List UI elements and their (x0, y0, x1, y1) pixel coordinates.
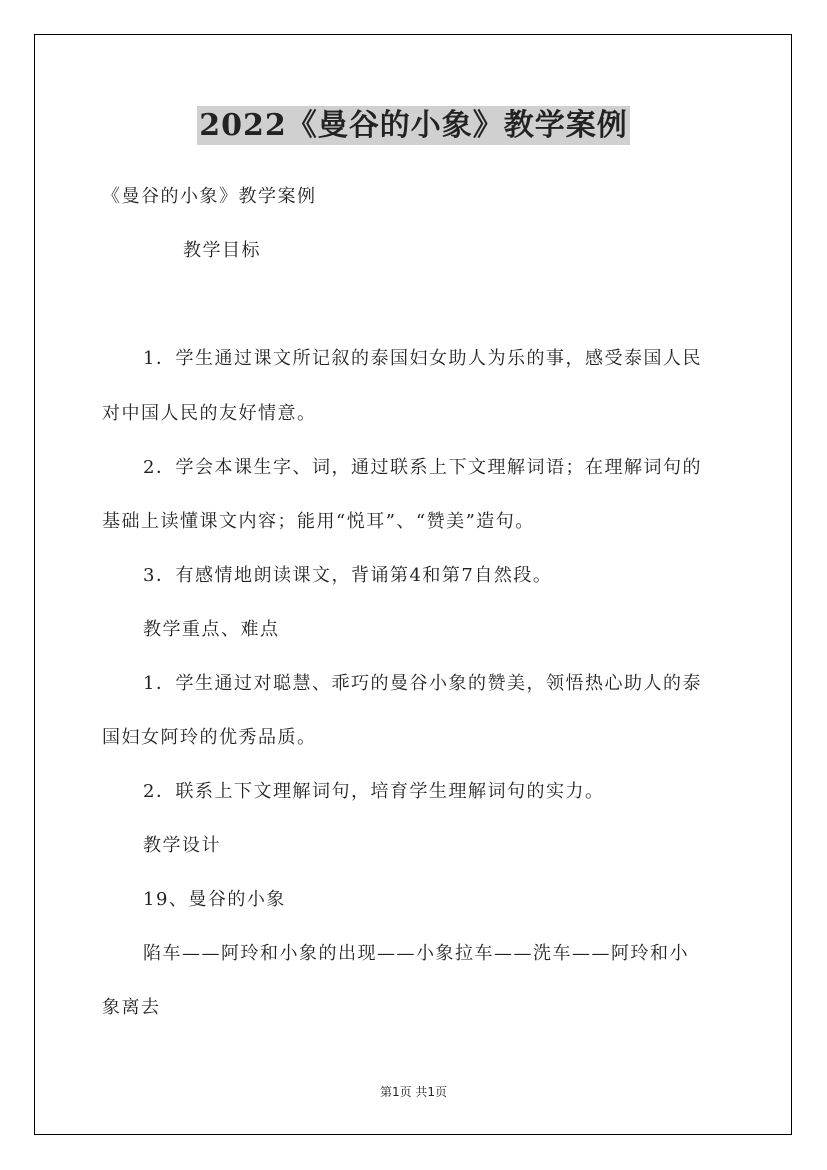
key-point-2: 2．联系上下文理解词句，培育学生理解词句的实力。 (143, 781, 605, 802)
objectives-heading: 教学目标 (183, 240, 261, 261)
objective-2-line-2: 基础上读懂课文内容；能用“悦耳”、“赞美”造句。 (102, 511, 535, 532)
objective-1-line-1: 1．学生通过课文所记叙的泰国妇女助人为乐的事，感受泰国人民 (143, 348, 702, 369)
lesson-title: 19、曼谷的小象 (143, 889, 286, 910)
document-title-wrap (0, 100, 827, 144)
objective-2-line-1: 2．学会本课生字、词，通过联系上下文理解词语；在理解词句的 (143, 457, 702, 478)
document-subtitle: 《曼谷的小象》教学案例 (102, 186, 317, 207)
key-points-heading: 教学重点、难点 (143, 619, 280, 640)
key-point-1-line-1: 1．学生通过对聪慧、乖巧的曼谷小象的赞美，领悟热心助人的泰 (143, 673, 702, 694)
objective-3: 3．有感情地朗读课文，背诵第4和第7自然段。 (143, 565, 553, 586)
page-footer: 第1页 共1页 (379, 1085, 448, 1099)
document-title: 2022《曼谷的小象》教学案例 (199, 108, 628, 143)
key-point-1-line-2: 国妇女阿玲的优秀品质。 (102, 727, 317, 748)
outline-line-1: 陷车——阿玲和小象的出现——小象拉车——洗车——阿玲和小 (143, 943, 689, 964)
design-heading: 教学设计 (143, 835, 221, 856)
objective-1-line-2: 对中国人民的友好情意。 (102, 403, 317, 424)
outline-line-2: 象离去 (102, 997, 161, 1018)
